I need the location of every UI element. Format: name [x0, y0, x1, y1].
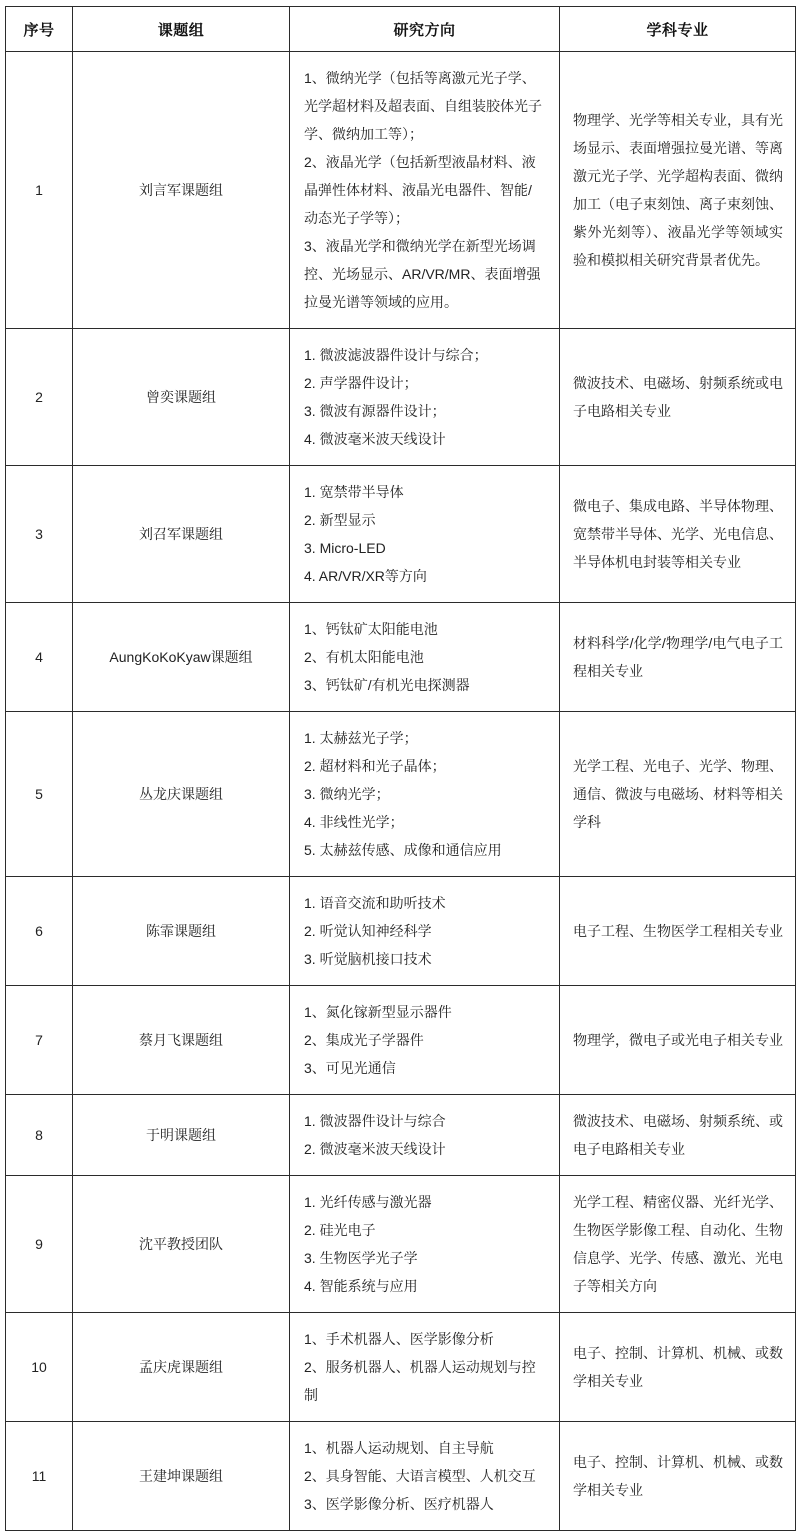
cell-major: [560, 877, 796, 986]
cell-group-name: 蔡月飞课题组: [73, 986, 290, 1095]
cell-seq: 2: [6, 329, 73, 466]
cell-major: [560, 1095, 796, 1176]
cell-major: [560, 1313, 796, 1422]
cell-seq: 9: [6, 1176, 73, 1313]
research-direction-list: [304, 724, 545, 864]
research-direction-item: 1、手术机器人、医学影像分析: [304, 1331, 494, 1347]
major-text: 微电子、集成电路、半导体物理、宽禁带半导体、光学、光电信息、半导体机电封装等相关专业: [573, 498, 783, 570]
research-direction-item: 1、钙钛矿太阳能电池: [304, 621, 438, 637]
research-direction-item: 4. 非线性光学；: [304, 814, 404, 830]
research-direction-item: 1. 语音交流和助听技术: [304, 895, 446, 911]
research-direction-list: [304, 1107, 545, 1163]
table-body: [6, 52, 796, 1531]
research-direction-item: 2、集成光子学器件: [304, 1032, 424, 1048]
cell-seq: 3: [6, 466, 73, 603]
research-direction-item: 3、医学影像分析、医疗机器人: [304, 1496, 494, 1512]
cell-research-direction: [290, 329, 560, 466]
research-direction-item: 2、液晶光学（包括新型液晶材料、液晶弹性体材料、液晶光电器件、智能/动态光子学等）；: [304, 154, 536, 226]
cell-group-name: 丛龙庆课题组: [73, 712, 290, 877]
table-row: [6, 986, 796, 1095]
cell-group-name: 陈霏课题组: [73, 877, 290, 986]
cell-research-direction: [290, 1313, 560, 1422]
cell-seq: 1: [6, 52, 73, 329]
major-text: 电子、控制、计算机、机械、或数学相关专业: [573, 1454, 783, 1498]
research-groups-table: [5, 6, 796, 1531]
table-row: [6, 1422, 796, 1531]
research-direction-item: 1. 微波器件设计与综合: [304, 1113, 446, 1129]
cell-major: [560, 52, 796, 329]
cell-research-direction: [290, 712, 560, 877]
cell-group-name: 曾奕课题组: [73, 329, 290, 466]
research-direction-item: 2、有机太阳能电池: [304, 649, 424, 665]
major-text: 微波技术、电磁场、射频系统或电子电路相关专业: [573, 375, 783, 419]
cell-major: [560, 603, 796, 712]
cell-seq: 8: [6, 1095, 73, 1176]
major-text: 光学工程、光电子、光学、物理、通信、微波与电磁场、材料等相关学科: [573, 758, 783, 830]
cell-major: [560, 986, 796, 1095]
research-direction-item: 3、液晶光学和微纳光学在新型光场调控、光场显示、AR/VR/MR、表面增强拉曼光谱等领域的应用。: [304, 238, 541, 310]
cell-group-name: 刘召军课题组: [73, 466, 290, 603]
research-direction-list: [304, 341, 545, 453]
cell-major: [560, 712, 796, 877]
cell-seq: 4: [6, 603, 73, 712]
research-direction-item: 2. 硅光电子: [304, 1222, 376, 1238]
research-direction-item: 1. 宽禁带半导体: [304, 484, 404, 500]
research-direction-item: 4. 智能系统与应用: [304, 1278, 418, 1294]
table-row: [6, 712, 796, 877]
table-row: [6, 329, 796, 466]
cell-group-name: 孟庆虎课题组: [73, 1313, 290, 1422]
cell-seq: 7: [6, 986, 73, 1095]
table-row: [6, 466, 796, 603]
cell-group-name: 沈平教授团队: [73, 1176, 290, 1313]
research-direction-item: 3. 微波有源器件设计；: [304, 403, 446, 419]
research-direction-item: 5. 太赫兹传感、成像和通信应用: [304, 842, 502, 858]
table-row: [6, 1095, 796, 1176]
column-header-dir: 研究方向: [290, 7, 560, 52]
research-direction-item: 2. 声学器件设计；: [304, 375, 418, 391]
cell-research-direction: [290, 52, 560, 329]
research-direction-item: 1、机器人运动规划、自主导航: [304, 1440, 494, 1456]
cell-seq: 5: [6, 712, 73, 877]
research-direction-item: 1. 太赫兹光子学；: [304, 730, 418, 746]
cell-research-direction: [290, 466, 560, 603]
column-header-group: 课题组: [73, 7, 290, 52]
table-row: [6, 1176, 796, 1313]
major-text: 电子、控制、计算机、机械、或数学相关专业: [573, 1345, 783, 1389]
research-direction-list: [304, 478, 545, 590]
cell-research-direction: [290, 1095, 560, 1176]
research-direction-list: [304, 615, 545, 699]
research-direction-item: 1、氮化镓新型显示器件: [304, 1004, 452, 1020]
research-direction-item: 3. Micro-LED: [304, 540, 386, 556]
cell-major: [560, 1422, 796, 1531]
table-row: [6, 603, 796, 712]
research-direction-list: [304, 64, 545, 316]
research-direction-list: [304, 1434, 545, 1518]
research-direction-item: 1. 光纤传感与激光器: [304, 1194, 432, 1210]
major-text: 物理学、光学等相关专业，具有光场显示、表面增强拉曼光谱、等离激元光子学、光学超构表面、微纳加工（电子束刻蚀、离子束刻蚀、紫外光刻等）、液晶光学等领域实验和模拟相关研究背景者优先。: [573, 112, 783, 268]
research-direction-item: 3. 听觉脑机接口技术: [304, 951, 432, 967]
cell-research-direction: [290, 1176, 560, 1313]
research-direction-item: 3、可见光通信: [304, 1060, 396, 1076]
research-direction-item: 2. 微波毫米波天线设计: [304, 1141, 446, 1157]
major-text: 材料科学/化学/物理学/电气电子工程相关专业: [573, 635, 783, 679]
cell-group-name: 王建坤课题组: [73, 1422, 290, 1531]
cell-major: [560, 329, 796, 466]
research-direction-item: 3、钙钛矿/有机光电探测器: [304, 677, 470, 693]
cell-group-name: 于明课题组: [73, 1095, 290, 1176]
research-direction-item: 2、服务机器人、机器人运动规划与控制: [304, 1359, 536, 1403]
cell-seq: 11: [6, 1422, 73, 1531]
research-direction-list: [304, 889, 545, 973]
table-row: [6, 1313, 796, 1422]
research-direction-item: 2. 新型显示: [304, 512, 376, 528]
cell-research-direction: [290, 603, 560, 712]
research-direction-item: 1、微纳光学（包括等离激元光子学、光学超材料及超表面、自组装胶体光子学、微纳加工等）；: [304, 70, 542, 142]
research-direction-item: 3. 生物医学光子学: [304, 1250, 418, 1266]
table-header: [6, 7, 796, 52]
research-direction-item: 2. 听觉认知神经科学: [304, 923, 432, 939]
research-direction-item: 4. 微波毫米波天线设计: [304, 431, 446, 447]
cell-major: [560, 466, 796, 603]
major-text: 电子工程、生物医学工程相关专业: [573, 923, 783, 939]
cell-group-name: 刘言军课题组: [73, 52, 290, 329]
column-header-seq: 序号: [6, 7, 73, 52]
cell-seq: 10: [6, 1313, 73, 1422]
research-direction-list: [304, 1188, 545, 1300]
research-direction-item: 2、具身智能、大语言模型、人机交互: [304, 1468, 536, 1484]
cell-group-name: AungKoKoKyaw课题组: [73, 603, 290, 712]
column-header-major: 学科专业: [560, 7, 796, 52]
cell-research-direction: [290, 986, 560, 1095]
research-direction-item: 2. 超材料和光子晶体；: [304, 758, 446, 774]
major-text: 物理学，微电子或光电子相关专业: [573, 1032, 783, 1048]
major-text: 微波技术、电磁场、射频系统、或电子电路相关专业: [573, 1113, 783, 1157]
cell-research-direction: [290, 877, 560, 986]
research-direction-item: 3. 微纳光学；: [304, 786, 390, 802]
cell-major: [560, 1176, 796, 1313]
research-direction-item: 1. 微波滤波器件设计与综合；: [304, 347, 488, 363]
cell-seq: 6: [6, 877, 73, 986]
research-direction-item: 4. AR/VR/XR等方向: [304, 568, 427, 584]
table-row: [6, 52, 796, 329]
table-row: [6, 877, 796, 986]
research-direction-list: [304, 1325, 545, 1409]
major-text: 光学工程、精密仪器、光纤光学、生物医学影像工程、自动化、生物信息学、光学、传感、激光、光电子等相关方向: [573, 1194, 783, 1294]
cell-research-direction: [290, 1422, 560, 1531]
research-direction-list: [304, 998, 545, 1082]
header-row: [6, 7, 796, 52]
